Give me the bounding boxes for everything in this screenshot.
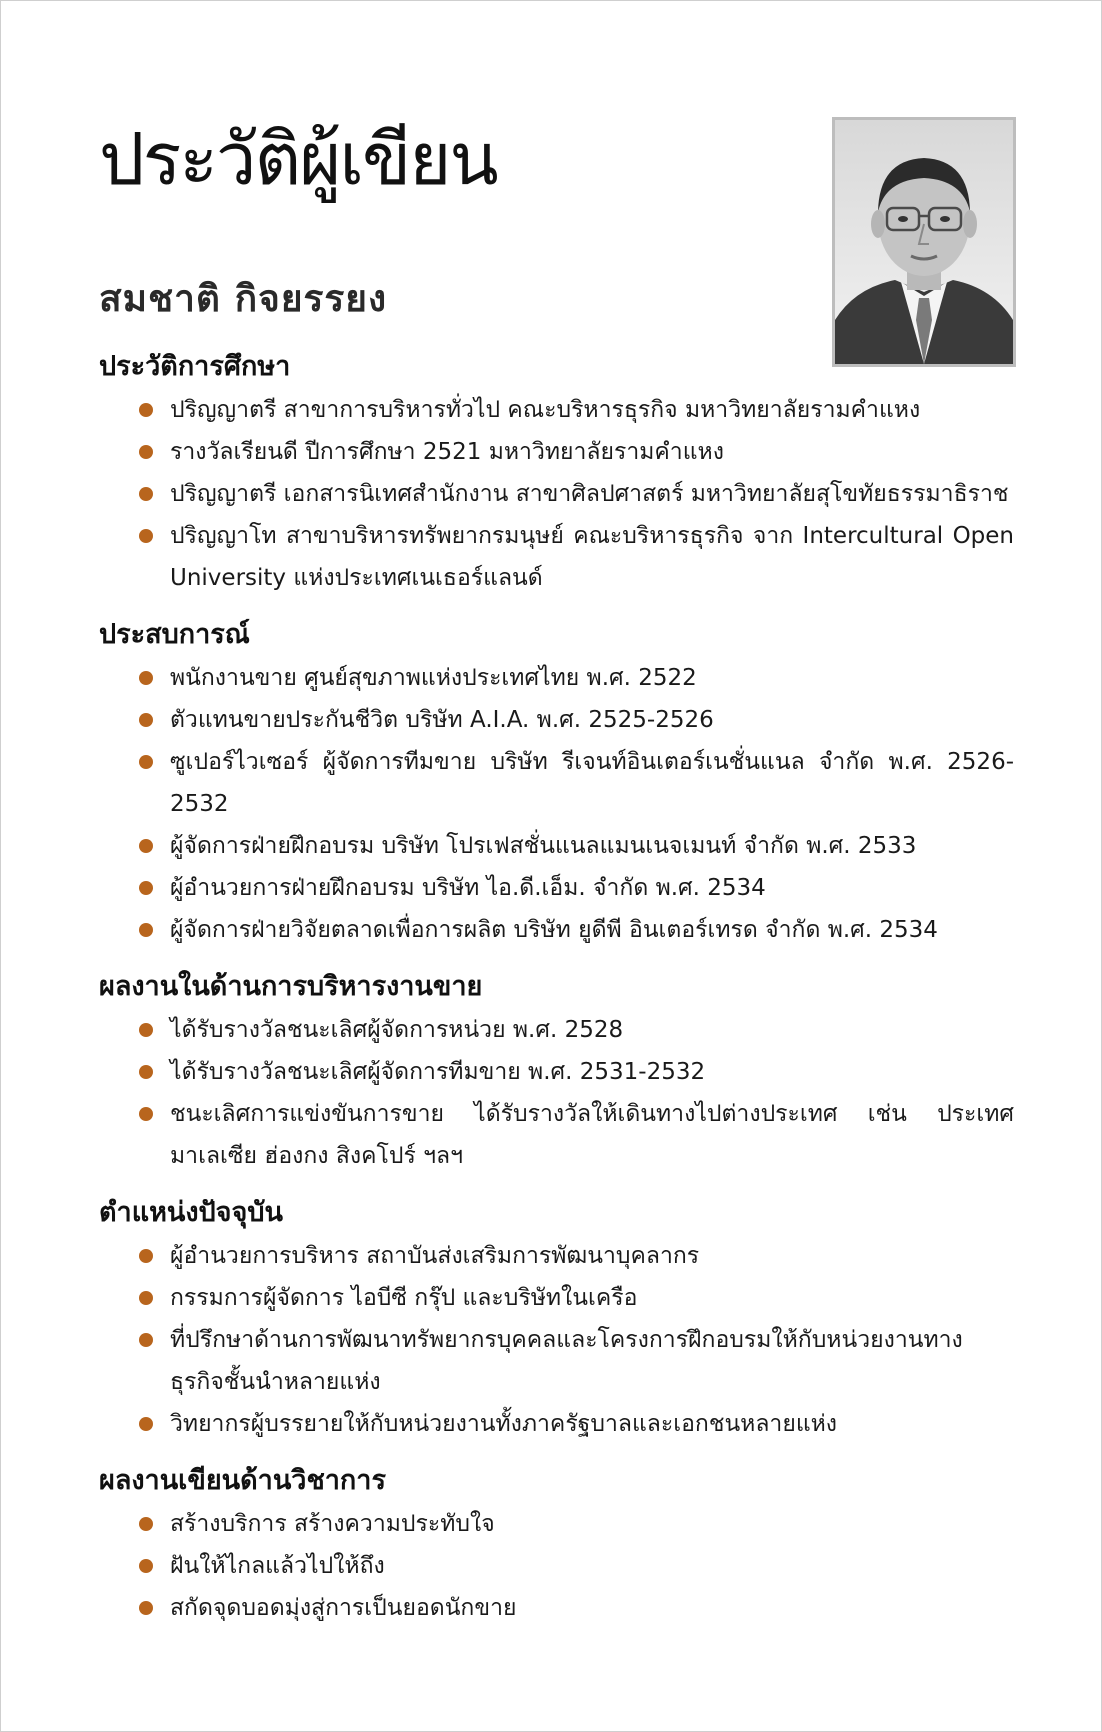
list-item xyxy=(99,431,1014,473)
list-item xyxy=(99,1587,1014,1629)
bullet-icon xyxy=(139,755,153,769)
bullet-icon xyxy=(139,923,153,937)
list-item-text: รางวัลเรียนดี ปีการศึกษา 2521 มหาวิทยาลัยรามคำแหง xyxy=(170,439,724,465)
bullet-icon xyxy=(139,487,153,501)
list-item xyxy=(99,825,1014,867)
bullet-icon xyxy=(139,1023,153,1037)
bullet-icon xyxy=(139,1291,153,1305)
list-item-text: ปริญญาตรี สาขาการบริหารทั่วไป คณะบริหารธุรกิจ มหาวิทยาลัยรามคำแหง xyxy=(170,397,921,423)
bullet-icon xyxy=(139,1559,153,1573)
list-item-text: ผู้จัดการฝ่ายฝึกอบรม บริษัท โปรเฟสชั่นแนลแมนเนจเมนท์ จำกัด พ.ศ. 2533 xyxy=(170,833,917,859)
list-item-text: ชนะเลิศการแข่งขันการขาย ได้รับรางวัลให้เดินทางไปต่างประเทศ เช่น ประเทศมาเลเซีย ฮ่องกง สิงคโปร์ ฯลฯ xyxy=(170,1101,1014,1169)
list-item-text: สร้างบริการ สร้างความประทับใจ xyxy=(170,1511,495,1537)
list-item xyxy=(99,1093,1014,1177)
section-heading: ผลงานในด้านการบริหารงานขาย xyxy=(99,971,483,1002)
list-item xyxy=(99,1235,1014,1277)
publications-section xyxy=(99,1459,1014,1629)
list-item xyxy=(99,1319,1014,1403)
education-list xyxy=(99,389,1014,599)
list-item xyxy=(99,699,1014,741)
bullet-icon xyxy=(139,839,153,853)
list-item-text: ตัวแทนขายประกันชีวิต บริษัท A.I.A. พ.ศ. 2525-2526 xyxy=(170,707,714,733)
author-photo xyxy=(832,117,1016,367)
list-item-text: ผู้อำนวยการฝ่ายฝึกอบรม บริษัท ไอ.ดี.เอ็ม. จำกัด พ.ศ. 2534 xyxy=(170,875,766,901)
biography-content xyxy=(99,345,1014,1643)
list-item xyxy=(99,741,1014,825)
bullet-icon xyxy=(139,881,153,895)
publications-list xyxy=(99,1503,1014,1629)
bullet-icon xyxy=(139,1249,153,1263)
bullet-icon xyxy=(139,529,153,543)
sales-achievements-list xyxy=(99,1009,1014,1177)
list-item xyxy=(99,1545,1014,1587)
list-item-text: ได้รับรางวัลชนะเลิศผู้จัดการหน่วย พ.ศ. 2528 xyxy=(170,1017,624,1043)
bullet-icon xyxy=(139,1107,153,1121)
bullet-icon xyxy=(139,1065,153,1079)
list-item xyxy=(99,909,1014,951)
list-item-text: ซูเปอร์ไวเซอร์ ผู้จัดการทีมขาย บริษัท รีเจนท์อินเตอร์เนชั่นแนล จำกัด พ.ศ. 2526-2532 xyxy=(170,749,1014,817)
list-item xyxy=(99,1009,1014,1051)
list-item-text: ได้รับรางวัลชนะเลิศผู้จัดการทีมขาย พ.ศ. 2531-2532 xyxy=(170,1059,706,1085)
bullet-icon xyxy=(139,1333,153,1347)
section-heading: ตำแหน่งปัจจุบัน xyxy=(99,1197,283,1228)
list-item-text: วิทยากรผู้บรรยายให้กับหน่วยงานทั้งภาครัฐบาลและเอกชนหลายแห่ง xyxy=(170,1411,838,1437)
current-position-list xyxy=(99,1235,1014,1445)
list-item xyxy=(99,1403,1014,1445)
list-item xyxy=(99,1277,1014,1319)
bullet-icon xyxy=(139,445,153,459)
list-item xyxy=(99,515,1014,599)
list-item-text: ปริญญาโท สาขาบริหารทรัพยากรมนุษย์ คณะบริหารธุรกิจ จาก Intercultural Open University แห่งประเทศเนเธอร์แลนด์ xyxy=(170,523,1014,591)
list-item-text: พนักงานขาย ศูนย์สุขภาพแห่งประเทศไทย พ.ศ. 2522 xyxy=(170,665,697,691)
list-item-text: ปริญญาตรี เอกสารนิเทศสำนักงาน สาขาศิลปศาสตร์ มหาวิทยาลัยสุโขทัยธรรมาธิราช xyxy=(170,481,1009,507)
list-item xyxy=(99,473,1014,515)
list-item-text: สกัดจุดบอดมุ่งสู่การเป็นยอดนักขาย xyxy=(170,1595,517,1621)
bullet-icon xyxy=(139,1417,153,1431)
list-item-text: ที่ปรึกษาด้านการพัฒนาทรัพยากรบุคคลและโครงการฝึกอบรมให้กับหน่วยงานทางธุรกิจชั้นนำหลายแห่ง xyxy=(170,1327,963,1395)
list-item-text: ผู้จัดการฝ่ายวิจัยตลาดเพื่อการผลิต บริษัท ยูดีพี อินเตอร์เทรด จำกัด พ.ศ. 2534 xyxy=(170,917,938,943)
author-name: สมชาติ กิจยรรยง xyxy=(99,277,388,320)
education-section xyxy=(99,345,1014,599)
bullet-icon xyxy=(139,1601,153,1615)
bullet-icon xyxy=(139,1517,153,1531)
bullet-icon xyxy=(139,713,153,727)
experience-section xyxy=(99,613,1014,951)
list-item xyxy=(99,1503,1014,1545)
list-item-text: ผู้อำนวยการบริหาร สถาบันส่งเสริมการพัฒนาบุคลากร xyxy=(170,1243,700,1269)
list-item xyxy=(99,657,1014,699)
list-item xyxy=(99,867,1014,909)
experience-list xyxy=(99,657,1014,951)
current-position-section xyxy=(99,1191,1014,1445)
list-item-text: กรรมการผู้จัดการ ไอบีซี กรุ๊ป และบริษัทในเครือ xyxy=(170,1285,638,1311)
section-heading: ประวัติการศึกษา xyxy=(99,351,291,382)
list-item xyxy=(99,1051,1014,1093)
section-heading: ผลงานเขียนด้านวิชาการ xyxy=(99,1465,386,1496)
list-item-text: ฝันให้ไกลแล้วไปให้ถึง xyxy=(170,1553,385,1579)
section-heading: ประสบการณ์ xyxy=(99,619,250,650)
bullet-icon xyxy=(139,671,153,685)
sales-achievements-section xyxy=(99,965,1014,1177)
list-item xyxy=(99,389,1014,431)
bullet-icon xyxy=(139,403,153,417)
page-title: ประวัติผู้เขียน xyxy=(99,117,497,201)
